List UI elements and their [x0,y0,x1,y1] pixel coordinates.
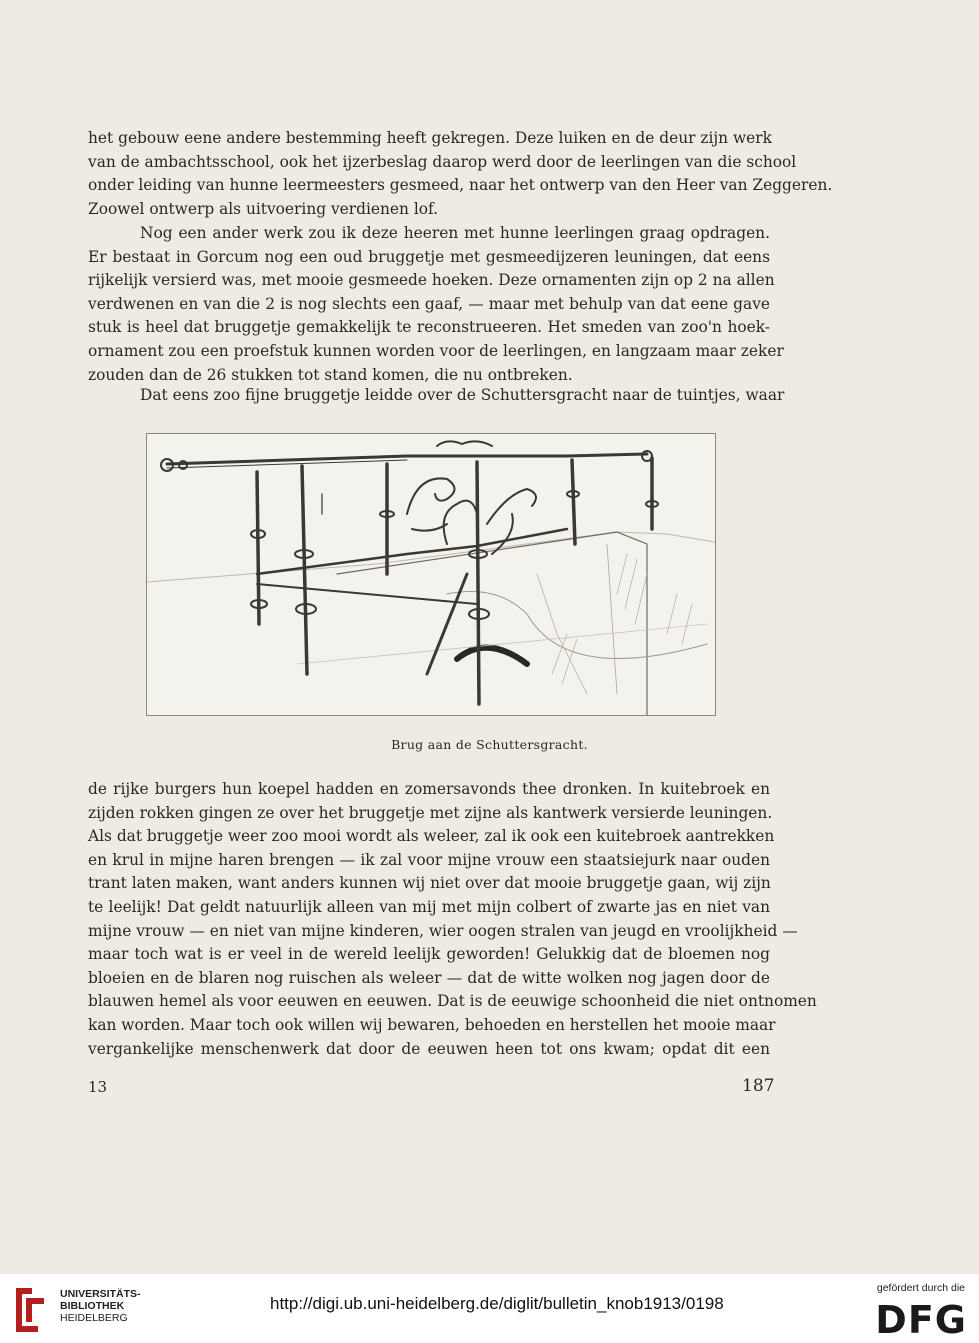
text-line: vergankelijke menschenwerk dat door de eeuwen heen tot ons kwam; opdat dit een [88,1039,770,1058]
text-line: stuk is heel dat bruggetje gemakkelijk te reconstrueeren. Het smeden van zoo'n hoek- [88,318,770,337]
text-line: bloeien en de blaren nog ruischen als weleer — dat de witte wolken nog jagen door de [88,968,770,987]
text-line: en krul in mijne haren brengen — ik zal voor mijne vrouw een staatsiejurk naar ouden [88,850,770,869]
paragraph-4 [88,778,817,1061]
paragraph-3 [88,384,785,408]
paragraph-1 [88,127,833,221]
source-url-link[interactable]: http://digi.ub.uni-heidelberg.de/diglit/bulletin_knob1913/0198 [270,1294,724,1313]
dfg-logo: DFG [875,1298,967,1342]
text-line: de rijke burgers hun koepel hadden en zomersavonds thee dronken. In kuitebroek en [88,780,770,798]
text-line: zouden dan de 26 stukken tot stand komen, die nu ontbreken. [88,365,573,384]
page-number: 187 [742,1076,775,1096]
text-line: Zoowel ontwerp als uitvoering verdienen lof. [88,199,439,218]
text-line: trant laten maken, want anders kunnen wij niet over dat mooie bruggetje gaan, wij zijn [88,874,771,893]
paragraph-2 [88,222,784,387]
text-line: maar toch wat is er veel in de wereld leelijk geworden! Gelukkig dat de bloemen nog [88,945,770,964]
text-line: Er bestaat in Gorcum nog een oud bruggetje met gesmeedijzeren leuningen, dat eens [88,247,770,266]
library-logo-icon [8,1284,54,1336]
text-line: te leelijk! Dat geldt natuurlijk alleen van mij met mijn colbert of zwarte jas en niet van [88,897,770,916]
text-line: Nog een ander werk zou ik deze heeren met hunne leerlingen graag opdragen. [140,224,770,242]
text-line: rijkelijk versierd was, met mooie gesmeede hoeken. Deze ornamenten zijn op 2 na allen [88,271,775,290]
library-line-2: BIBLIOTHEK [60,1300,125,1312]
bridge-illustration [146,433,716,716]
text-line: Als dat bruggetje weer zoo mooi wordt als weleer, zal ik ook een kuitebroek aantrekken [88,827,775,846]
library-line-1: UNIVERSITÄTS- [60,1288,141,1300]
text-line: Dat eens zoo fijne bruggetje leidde over de Schuttersgracht naar de tuintjes, waar [140,386,785,404]
text-line: zijden rokken gingen ze over het bruggetje met zijne als kantwerk versierde leuningen. [88,803,773,822]
text-line: verdwenen en van die 2 is nog slechts een gaaf, — maar met behulp van dat eene gave [88,294,770,313]
text-line: onder leiding van hunne leermeesters gesmeed, naar het ontwerp van den Heer van Zeggeren. [88,176,833,195]
text-line: mijne vrouw — en niet van mijne kinderen, wier oogen stralen van jeugd en vroolijkheid — [88,921,798,940]
sponsor-label: gefördert durch die [876,1282,965,1294]
library-line-3: HEIDELBERG [60,1312,128,1324]
text-line: het gebouw eene andere bestemming heeft gekregen. Deze luiken en de deur zijn werk [88,129,772,147]
bridge-drawing [147,434,715,715]
signature-mark: 13 [88,1078,108,1096]
text-line: ornament zou een proefstuk kunnen worden voor de leerlingen, en langzaam maar zeker [88,341,784,360]
text-line: kan worden. Maar toch ook willen wij bewaren, behoeden en herstellen het mooie maar [88,1015,776,1034]
library-name [60,1288,141,1324]
footer-bar [0,1274,979,1343]
figure-caption: Brug aan de Schuttersgracht. [391,737,588,752]
text-line: blauwen hemel als voor eeuwen en eeuwen. Dat is de eeuwige schoonheid die niet ontnomen [88,992,817,1011]
text-line: van de ambachtsschool, ook het ijzerbeslag daarop werd door de leerlingen van die school [88,152,797,171]
